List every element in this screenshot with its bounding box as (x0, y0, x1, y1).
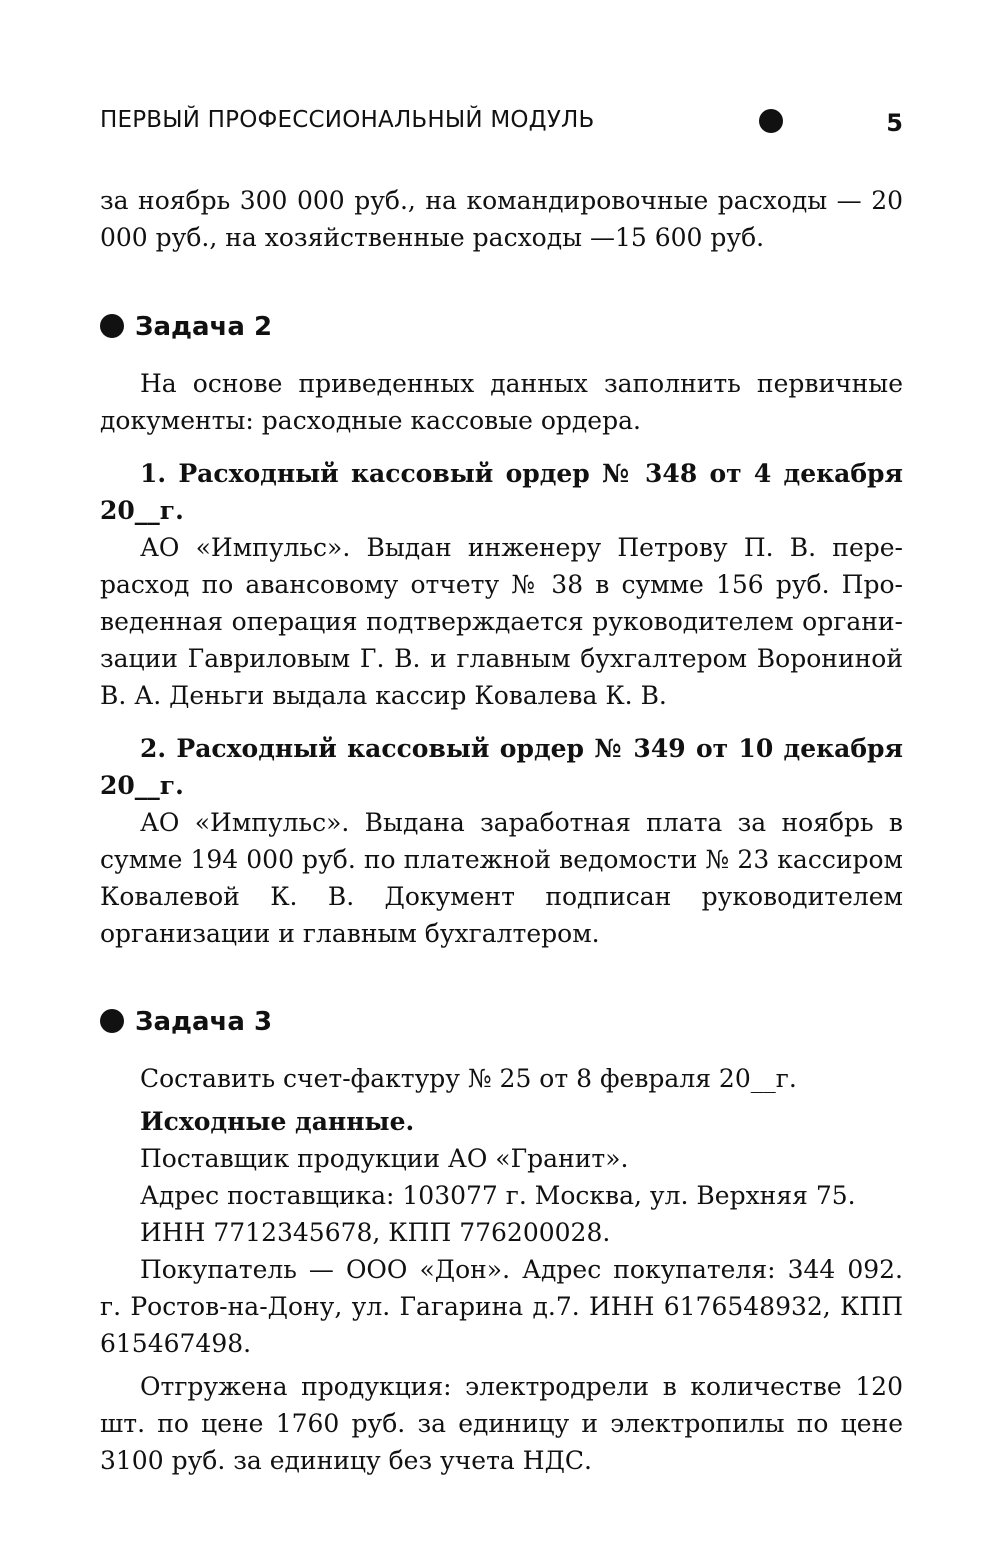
order-1-text: АО «Импульс». Выдан инженеру Петрову П. В. перерасход по авансовому отчету № 38 в сумме 156 руб. Проведенная операция подтверждается руководителем организации Гавриловым Г. В. и главным бухгалтером Ворониной В. А. Деньги выдала кассир Ковалева К. В. (100, 533, 903, 710)
task-2-heading-text: Задача 2 (135, 312, 273, 342)
task-3-supplier: Поставщик продукции АО «Гранит». (140, 1144, 629, 1173)
order-2-text: АО «Импульс». Выдана заработная плата за ноябрь в сумме 194 000 руб. по платежной ведомости № 23 кассиром Ковалевой К. В. Документ подписан руководителем организации и главным бухгалтером. (100, 808, 903, 948)
running-header (100, 104, 903, 144)
bullet-dot-icon (100, 314, 124, 338)
task-3-heading-text: Задача 3 (135, 1007, 273, 1037)
bullet-dot-icon (100, 1009, 124, 1033)
task-3-source-label: Исходные данные. (140, 1107, 415, 1136)
bullet-dot-icon (759, 109, 783, 133)
running-header-title: ПЕРВЫЙ ПРОФЕССИОНАЛЬНЫЙ МОДУЛЬ (100, 107, 595, 133)
task-3-buyer: Покупатель — ООО «Дон». Адрес покупателя: 344 092. г. Ростов-на-Дону, ул. Гагарина д.7. ИНН 6176548932, КПП 615467498. (100, 1255, 903, 1358)
task-2-intro: На основе приведенных данных заполнить первичные документы: расходные кассовые ордера. (100, 369, 903, 435)
intro-paragraph-block (100, 182, 903, 256)
task-3-task-line: Составить счет-фактуру № 25 от 8 февраля 20__г. (140, 1064, 797, 1093)
order-2-title: 2. Расходный кассовый ордер № 349 от 10 декабря 20__г. (100, 734, 903, 800)
task-2-body (100, 365, 903, 952)
task-3-heading (100, 1004, 272, 1040)
order-1-title: 1. Расходный кассовый ордер № 348 от 4 декабря 20__г. (100, 459, 903, 525)
task-3-supplier-address: Адрес поставщика: 103077 г. Москва, ул. Верхняя 75. (140, 1181, 856, 1210)
page-number: 5 (886, 109, 903, 137)
task-3-body (100, 1060, 903, 1479)
task-2-heading (100, 309, 272, 345)
task-3-supplier-ids: ИНН 7712345678, КПП 776200028. (140, 1218, 611, 1247)
intro-paragraph: за ноябрь 300 000 руб., на командировочные расходы — 20 000 руб., на хозяйственные расходы —15 600 руб. (100, 186, 903, 252)
task-3-shipment: Отгружена продукция: электродрели в количестве 120 шт. по цене 1760 руб. за единицу и электропилы по цене 3100 руб. за единицу без учета НДС. (100, 1372, 903, 1475)
